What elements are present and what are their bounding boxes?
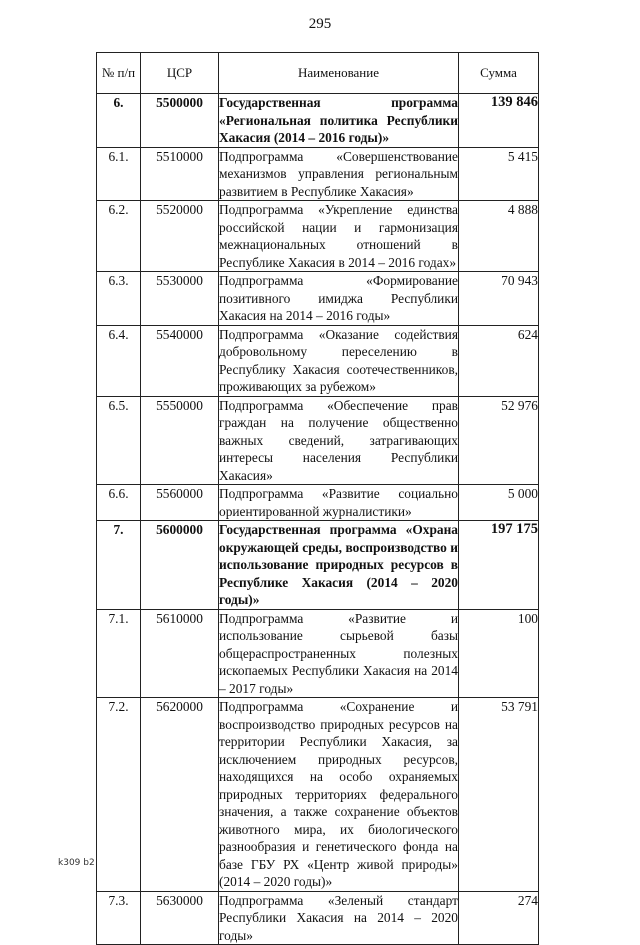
footer-code: k309 b2 (58, 858, 95, 868)
row-name: Подпрограмма «Развитие и использование сырьевой базы общераспространенных полезных ископаемых Республики Хакасия на 2014 – 2017 годы» (219, 610, 458, 696)
table-row (97, 891, 539, 945)
row-csr: 5610000 (141, 609, 219, 698)
table-row (97, 521, 539, 610)
header-csr: ЦСР (141, 53, 219, 94)
table-row (97, 698, 539, 892)
row-sum: 274 (459, 891, 539, 945)
header-num: № п/п (97, 53, 141, 94)
table-row (97, 325, 539, 396)
row-csr: 5630000 (141, 891, 219, 945)
row-num: 6.5. (97, 396, 141, 485)
page-number: 295 (308, 16, 332, 32)
header-name: Наименование (219, 53, 459, 94)
row-csr: 5600000 (141, 521, 219, 610)
table-row (97, 147, 539, 201)
row-num: 7. (97, 521, 141, 610)
row-num: 6. (97, 94, 141, 148)
row-sum: 5 415 (459, 147, 539, 201)
table-row (97, 272, 539, 326)
row-name: Подпрограмма «Обеспечение прав граждан на получение общественно важных сведений, затрагивающих интересы населения Республики Хакасия» (219, 397, 458, 483)
table-row (97, 485, 539, 521)
table-header-row (97, 53, 539, 94)
row-name: Подпрограмма «Формирование позитивного имиджа Республики Хакасия на 2014 – 2016 годы» (219, 273, 458, 323)
table-row (97, 609, 539, 698)
row-name: Подпрограмма «Развитие социально ориентированной журналистики» (219, 486, 458, 519)
row-num: 7.1. (97, 609, 141, 698)
row-name: Государственная программа «Региональная политика Республики Хакасия (2014 – 2016 годы)» (219, 95, 458, 145)
table-row (97, 396, 539, 485)
row-csr: 5520000 (141, 201, 219, 272)
row-sum: 197 175 (459, 521, 539, 610)
row-csr: 5530000 (141, 272, 219, 326)
row-sum: 52 976 (459, 396, 539, 485)
header-sum: Сумма (459, 53, 539, 94)
row-num: 7.3. (97, 891, 141, 945)
row-sum: 4 888 (459, 201, 539, 272)
row-num: 6.2. (97, 201, 141, 272)
row-name: Подпрограмма «Совершенствование механизмов управления региональным развитием в Республике Хакасия» (219, 148, 458, 199)
row-csr: 5550000 (141, 396, 219, 485)
row-csr: 5560000 (141, 485, 219, 521)
table-row (97, 201, 539, 272)
row-sum: 5 000 (459, 485, 539, 521)
row-sum: 139 846 (459, 94, 539, 148)
row-sum: 70 943 (459, 272, 539, 326)
row-num: 6.1. (97, 147, 141, 201)
row-num: 6.6. (97, 485, 141, 521)
row-sum: 53 791 (459, 698, 539, 892)
row-name: Подпрограмма «Оказание содействия добровольному переселению в Республику Хакасия соотечественников, проживающих за рубежом» (219, 326, 458, 394)
row-name: Государственная программа «Охрана окружающей среды, воспроизводство и использование природных ресурсов в Республике Хакасия (2014 – 2020 годы)» (219, 522, 458, 607)
row-sum: 100 (459, 609, 539, 698)
table-row (97, 94, 539, 148)
row-csr: 5510000 (141, 147, 219, 201)
row-name: Подпрограмма «Зеленый стандарт Республики Хакасия на 2014 – 2020 годы» (219, 892, 458, 943)
row-num: 6.4. (97, 325, 141, 396)
row-name: Подпрограмма «Сохранение и воспроизводство природных ресурсов на территории Республики Хакасия, за исключением природных ресурсов, находящихся на особо охраняемых природных территориях федерального значения, а также сохранение объектов животного мира, их биологического разнообразия и генетического фонда на базе ГБУ РХ «Центр живой природы» (2014 – 2020 годы)» (219, 699, 458, 889)
row-name: Подпрограмма «Укрепление единства российской нации и гармонизация межнациональных отношений в Республике Хакасия в 2014 – 2016 годах» (219, 202, 458, 270)
row-csr: 5540000 (141, 325, 219, 396)
row-num: 6.3. (97, 272, 141, 326)
row-csr: 5620000 (141, 698, 219, 892)
budget-table (96, 52, 539, 945)
row-num: 7.2. (97, 698, 141, 892)
row-sum: 624 (459, 325, 539, 396)
row-csr: 5500000 (141, 94, 219, 148)
